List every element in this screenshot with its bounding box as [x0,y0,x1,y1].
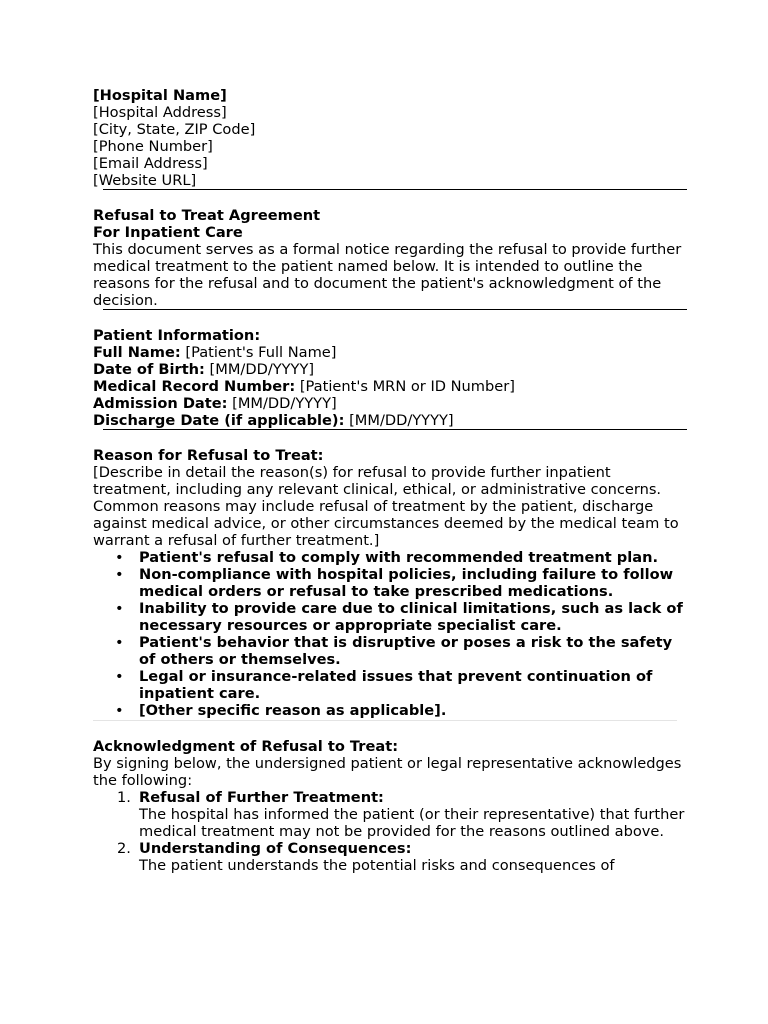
document-title: Refusal to Treat Agreement [93,207,321,224]
acknowledgment-section [93,738,693,874]
list-number: 1. [117,789,131,806]
field-label: Date of Birth: [93,361,205,378]
list-number: 2. [117,840,131,857]
hospital-website: [Website URL] [93,172,197,189]
acknowledgment-heading: Acknowledgment of Refusal to Treat: [93,738,399,755]
acknowledgment-list [93,789,693,874]
hospital-phone: [Phone Number] [93,138,213,155]
field-label: Admission Date: [93,395,228,412]
patient-field-full-name [93,344,693,361]
document-subtitle: For Inpatient Care [93,224,243,241]
patient-field-dob [93,361,693,378]
list-item [93,600,693,634]
list-item-text: Patient's refusal to comply with recommended treatment plan. [139,549,659,566]
patient-field-mrn [93,378,693,395]
list-item-text: The hospital has informed the patient (or their representative) that further medical treatment may not be provided for the reasons outlined above. [139,806,685,840]
field-value: [MM/DD/YYYY] [344,412,454,429]
reason-section [93,447,693,719]
list-item [93,549,693,566]
list-item-text: Patient's behavior that is disruptive or poses a risk to the safety of others or themselves. [139,634,673,668]
list-item-text: Non-compliance with hospital policies, including failure to follow medical orders or refusal to take prescribed medications. [139,566,674,600]
hospital-header [93,87,693,189]
field-value: [MM/DD/YYYY] [227,395,337,412]
title-section [93,207,693,309]
bullet-icon: • [115,668,124,685]
field-value: [MM/DD/YYYY] [204,361,315,378]
list-item [93,702,693,719]
field-label: Discharge Date (if applicable): [93,412,345,429]
bullet-icon: • [115,549,124,566]
list-item-text: Inability to provide care due to clinical limitations, such as lack of necessary resources or appropriate specialist care. [139,600,683,634]
bullet-icon: • [115,702,124,719]
field-label: Full Name: [93,344,181,361]
field-value: [Patient's MRN or ID Number] [295,378,515,395]
list-item-text: Legal or insurance-related issues that prevent continuation of inpatient care. [139,668,653,702]
hospital-email: [Email Address] [93,155,208,172]
intro-paragraph: This document serves as a formal notice regarding the refusal to provide further medical treatment to the patient named below. It is intended to outline the reasons for the refusal and to document the patient's acknowledgment of the decision. [93,241,682,309]
reason-list [93,549,693,719]
hospital-name: [Hospital Name] [93,87,227,104]
field-label: Medical Record Number: [93,378,296,395]
patient-field-admission [93,395,693,412]
document-page [93,87,693,874]
list-item-title: Refusal of Further Treatment: [139,789,384,806]
list-item [93,789,693,840]
list-item-title: Understanding of Consequences: [139,840,412,857]
list-item [93,840,693,874]
patient-info-section [93,327,693,429]
list-item-text: The patient understands the potential risks and consequences of [139,857,615,874]
reason-heading: Reason for Refusal to Treat: [93,447,324,464]
hospital-city-state-zip: [City, State, ZIP Code] [93,121,256,138]
bullet-icon: • [115,600,124,617]
list-item-text: [Other specific reason as applicable]. [139,702,447,719]
patient-info-heading: Patient Information: [93,327,261,344]
bullet-icon: • [115,634,124,651]
acknowledgment-intro: By signing below, the undersigned patient or legal representative acknowledges the following: [93,755,682,789]
list-item [93,634,693,668]
patient-field-discharge [93,412,693,429]
list-item [93,566,693,600]
hospital-address: [Hospital Address] [93,104,227,121]
field-value: [Patient's Full Name] [180,344,337,361]
list-item [93,668,693,702]
bullet-icon: • [115,566,124,583]
reason-description: [Describe in detail the reason(s) for refusal to provide further inpatient treatment, including any relevant clinical, ethical, or administrative concerns. Common reasons may include refusal of treatment by the patient, discharge against medical advice, or other circumstances deemed by the medical team to warrant a refusal of further treatment.] [93,464,679,549]
